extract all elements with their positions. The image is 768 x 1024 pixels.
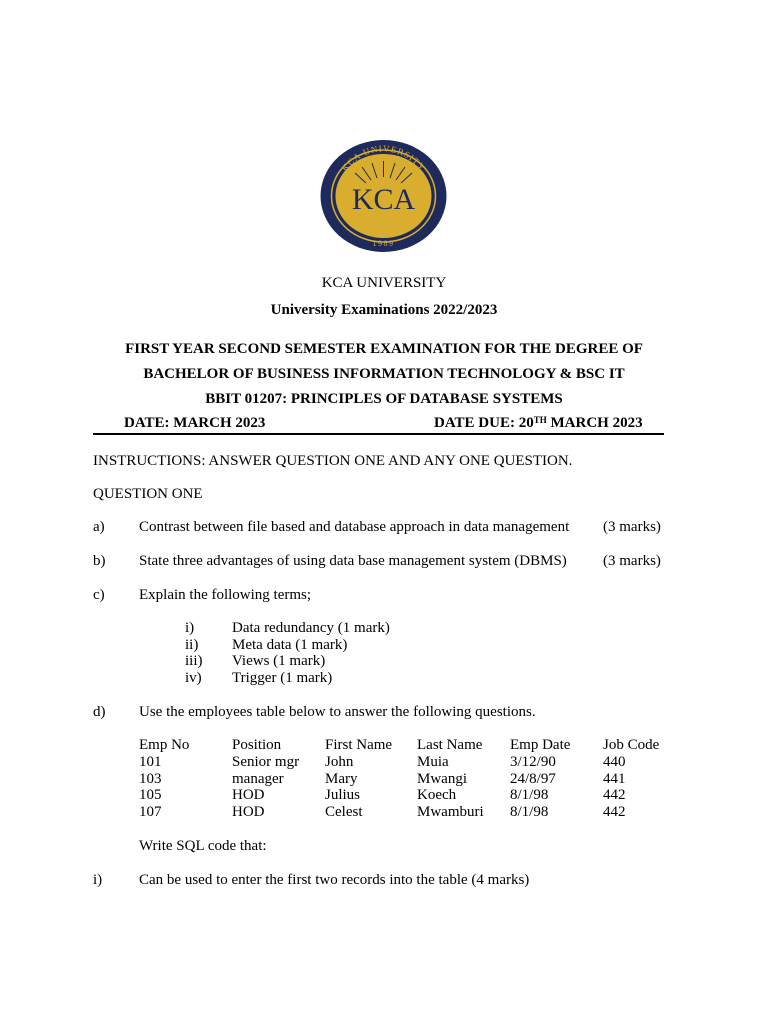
sub-question-label: i)	[93, 872, 103, 888]
table-cell: Julius	[325, 787, 361, 803]
table-header-cell: Job Code	[603, 737, 660, 753]
table-header-cell: Emp Date	[510, 737, 571, 753]
table-cell: Mwamburi	[417, 804, 484, 820]
table-cell: manager	[232, 771, 284, 787]
exam-session: University Examinations 2022/2023	[270, 302, 498, 318]
table-cell: 8/1/98	[510, 804, 549, 820]
table-cell: HOD	[232, 804, 265, 820]
term-number: iv)	[185, 670, 202, 686]
table-cell: 8/1/98	[510, 787, 549, 803]
question-d-label: d)	[93, 704, 106, 720]
table-cell: Celest	[325, 804, 363, 820]
table-cell: 103	[139, 771, 162, 787]
term-number: iii)	[185, 653, 203, 669]
table-cell: 107	[139, 804, 162, 820]
question-c-text: Explain the following terms;	[139, 587, 312, 603]
table-cell: John	[325, 754, 354, 770]
question-a-text: Contrast between file based and database approach in data management	[139, 519, 570, 535]
table-cell: Senior mgr	[232, 754, 300, 770]
table-cell: 442	[603, 804, 626, 820]
term-text: Views (1 mark)	[232, 653, 326, 669]
exam-title-line-2: BACHELOR OF BUSINESS INFORMATION TECHNOLOGY & BSC IT	[143, 366, 625, 382]
table-cell: HOD	[232, 787, 265, 803]
term-number: ii)	[185, 637, 199, 653]
question-a-marks: (3 marks)	[603, 519, 661, 535]
table-cell: 442	[603, 787, 626, 803]
sub-question-text: Can be used to enter the first two records into the table (4 marks)	[139, 872, 530, 888]
question-d-text: Use the employees table below to answer the following questions.	[139, 704, 536, 720]
question-one-heading: QUESTION ONE	[93, 486, 203, 502]
logo-year: 1989	[372, 239, 395, 248]
table-cell: Muia	[417, 754, 449, 770]
question-a-label: a)	[93, 519, 105, 535]
exam-title-line-1: FIRST YEAR SECOND SEMESTER EXAMINATION FOR THE DEGREE OF	[125, 341, 643, 357]
table-header-cell: Emp No	[139, 737, 190, 753]
table-cell: Mary	[325, 771, 358, 787]
question-c-label: c)	[93, 587, 105, 603]
question-b-label: b)	[93, 553, 106, 569]
instructions: INSTRUCTIONS: ANSWER QUESTION ONE AND ANY ONE QUESTION.	[93, 453, 573, 469]
date-due: DATE DUE: 20TH MARCH 2023	[434, 415, 643, 431]
table-cell: 101	[139, 754, 162, 770]
term-text: Trigger (1 mark)	[232, 670, 333, 686]
logo-monogram: KCA	[351, 183, 416, 216]
question-b-marks: (3 marks)	[603, 553, 661, 569]
table-cell: Koech	[417, 787, 457, 803]
university-name: KCA UNIVERSITY	[321, 275, 447, 291]
kca-university-logo	[319, 139, 448, 253]
term-number: i)	[185, 620, 195, 636]
term-text: Data redundancy (1 mark)	[232, 620, 390, 636]
logo-ring-text: KCA UNIVERSITY	[339, 143, 428, 174]
table-cell: Mwangi	[417, 771, 467, 787]
question-b-text: State three advantages of using data base management system (DBMS)	[139, 553, 567, 569]
table-header-cell: First Name	[325, 737, 393, 753]
header-divider	[93, 433, 664, 435]
table-cell: 105	[139, 787, 162, 803]
term-text: Meta data (1 mark)	[232, 637, 348, 653]
table-cell: 441	[603, 771, 626, 787]
table-header-cell: Last Name	[417, 737, 483, 753]
table-cell: 24/8/97	[510, 771, 556, 787]
course-title: BBIT 01207: PRINCIPLES OF DATABASE SYSTEMS	[205, 391, 563, 407]
table-cell: 440	[603, 754, 626, 770]
exam-date: DATE: MARCH 2023	[124, 415, 266, 431]
table-header-cell: Position	[232, 737, 282, 753]
sql-prompt: Write SQL code that:	[139, 838, 267, 854]
table-cell: 3/12/90	[510, 754, 556, 770]
